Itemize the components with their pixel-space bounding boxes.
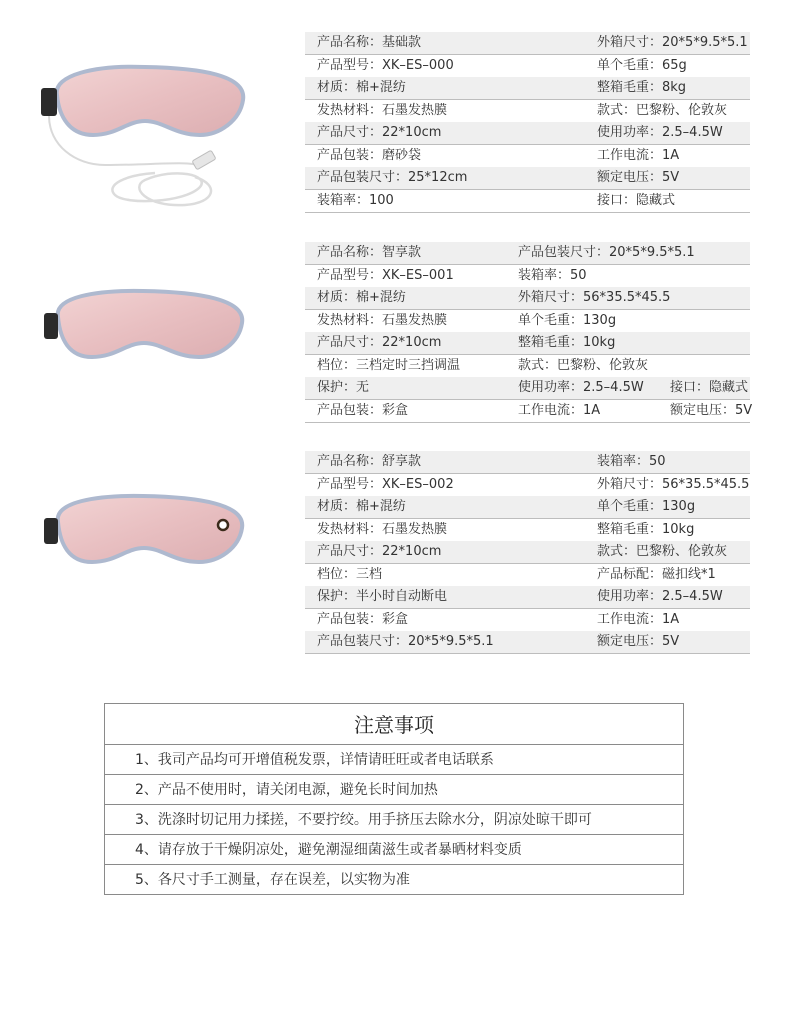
spec-row — [305, 144, 750, 167]
spec-cell: 单个毛重：65g — [597, 58, 687, 73]
spec-row — [305, 242, 750, 264]
spec-row — [305, 122, 750, 144]
spec-cell: 工作电流：1A — [518, 403, 601, 418]
spec-table-comfort — [305, 451, 750, 654]
spec-cell: 产品尺寸：22*10cm — [317, 335, 442, 350]
spec-row — [305, 287, 750, 309]
spec-row — [305, 167, 750, 189]
spec-cell: 档位：三档 — [317, 567, 383, 582]
spec-row — [305, 541, 750, 563]
spec-cell: 发热材料：石墨发热膜 — [317, 313, 448, 328]
spec-row — [305, 32, 750, 54]
spec-cell: 产品型号：XK–ES–000 — [317, 58, 454, 73]
notice-item: 3、洗涤时切记用力揉搓，不要拧绞。用手挤压去除水分，阴凉处晾干即可 — [105, 805, 683, 835]
spec-cell: 产品名称：基础款 — [317, 35, 422, 50]
spec-cell: 产品包装：彩盒 — [317, 612, 409, 627]
spec-cell: 装箱率：50 — [597, 454, 666, 469]
eye-mask-with-button-image — [38, 490, 248, 570]
spec-cell: 产品包装尺寸：20*5*9.5*5.1 — [518, 245, 695, 260]
spec-cell: 整箱毛重：10kg — [518, 335, 616, 350]
spec-cell: 使用功率：2.5–4.5W — [518, 380, 644, 395]
spec-row — [305, 631, 750, 654]
spec-row — [305, 189, 750, 213]
notice-title: 注意事项 — [105, 704, 683, 745]
spec-row — [305, 264, 750, 287]
spec-cell: 款式：巴黎粉、伦敦灰 — [597, 544, 728, 559]
notice-item: 4、请存放于干燥阴凉处，避免潮湿细菌滋生或者暴晒材料变质 — [105, 835, 683, 865]
spec-cell: 发热材料：石墨发热膜 — [317, 103, 448, 118]
spec-cell: 使用功率：2.5–4.5W — [597, 589, 723, 604]
spec-cell: 使用功率：2.5–4.5W — [597, 125, 723, 140]
spec-cell: 材质：棉+混纺 — [317, 290, 406, 305]
spec-row — [305, 332, 750, 354]
spec-cell: 款式：巴黎粉、伦敦灰 — [597, 103, 728, 118]
spec-row — [305, 54, 750, 77]
spec-cell: 产品包装尺寸：25*12cm — [317, 170, 468, 185]
spec-cell: 外箱尺寸：56*35.5*45.5 — [518, 290, 671, 305]
spec-cell: 产品标配：磁扣线*1 — [597, 567, 716, 582]
spec-cell: 产品尺寸：22*10cm — [317, 544, 442, 559]
spec-row — [305, 563, 750, 586]
spec-row — [305, 608, 750, 631]
spec-row — [305, 77, 750, 99]
spec-row — [305, 518, 750, 541]
spec-cell: 工作电流：1A — [597, 612, 680, 627]
notice-item: 2、产品不使用时，请关闭电源，避免长时间加热 — [105, 775, 683, 805]
spec-row — [305, 451, 750, 473]
spec-cell: 保护：无 — [317, 380, 370, 395]
spec-cell: 产品包装尺寸：20*5*9.5*5.1 — [317, 634, 494, 649]
spec-cell: 产品尺寸：22*10cm — [317, 125, 442, 140]
spec-cell: 接口：隐藏式 — [670, 380, 749, 395]
spec-cell: 工作电流：1A — [597, 148, 680, 163]
spec-cell: 外箱尺寸：20*5*9.5*5.1 — [597, 35, 748, 50]
spec-row — [305, 309, 750, 332]
spec-table-basic — [305, 32, 750, 213]
spec-cell: 款式：巴黎粉、伦敦灰 — [518, 358, 649, 373]
spec-row — [305, 399, 753, 423]
spec-cell: 产品名称：智享款 — [317, 245, 422, 260]
spec-row — [305, 99, 750, 122]
spec-cell: 产品包装：磨砂袋 — [317, 148, 422, 163]
spec-cell: 外箱尺寸：56*35.5*45.5 — [597, 477, 750, 492]
spec-cell: 单个毛重：130g — [518, 313, 617, 328]
spec-cell: 材质：棉+混纺 — [317, 499, 406, 514]
eye-mask-image — [38, 285, 248, 365]
spec-cell: 装箱率：50 — [518, 268, 587, 283]
spec-cell: 整箱毛重：10kg — [597, 522, 695, 537]
spec-row — [305, 354, 750, 377]
spec-row — [305, 496, 750, 518]
spec-cell: 产品型号：XK–ES–002 — [317, 477, 454, 492]
spec-row — [305, 473, 750, 496]
spec-cell: 产品名称：舒享款 — [317, 454, 422, 469]
spec-cell: 额定电压：5V — [670, 403, 753, 418]
notice-box — [104, 703, 684, 895]
spec-row — [305, 377, 750, 399]
spec-cell: 材质：棉+混纺 — [317, 80, 406, 95]
spec-cell: 产品型号：XK–ES–001 — [317, 268, 454, 283]
spec-cell: 保护：半小时自动断电 — [317, 589, 448, 604]
spec-cell: 额定电压：5V — [597, 634, 680, 649]
spec-cell: 整箱毛重：8kg — [597, 80, 687, 95]
spec-cell: 产品包装：彩盒 — [317, 403, 409, 418]
spec-cell: 装箱率：100 — [317, 193, 394, 208]
spec-cell: 额定电压：5V — [597, 170, 680, 185]
spec-row — [305, 586, 750, 608]
eye-mask-with-usb-cable-image — [35, 55, 250, 220]
spec-table-smart — [305, 242, 753, 423]
notice-item: 1、我司产品均可开增值税发票，详情请旺旺或者电话联系 — [105, 745, 683, 775]
notice-item: 5、各尺寸手工测量，存在误差，以实物为准 — [135, 872, 410, 888]
spec-cell: 档位：三档定时三挡调温 — [317, 358, 461, 373]
spec-cell: 单个毛重：130g — [597, 499, 696, 514]
spec-cell: 接口：隐藏式 — [597, 193, 676, 208]
spec-cell: 发热材料：石墨发热膜 — [317, 522, 448, 537]
